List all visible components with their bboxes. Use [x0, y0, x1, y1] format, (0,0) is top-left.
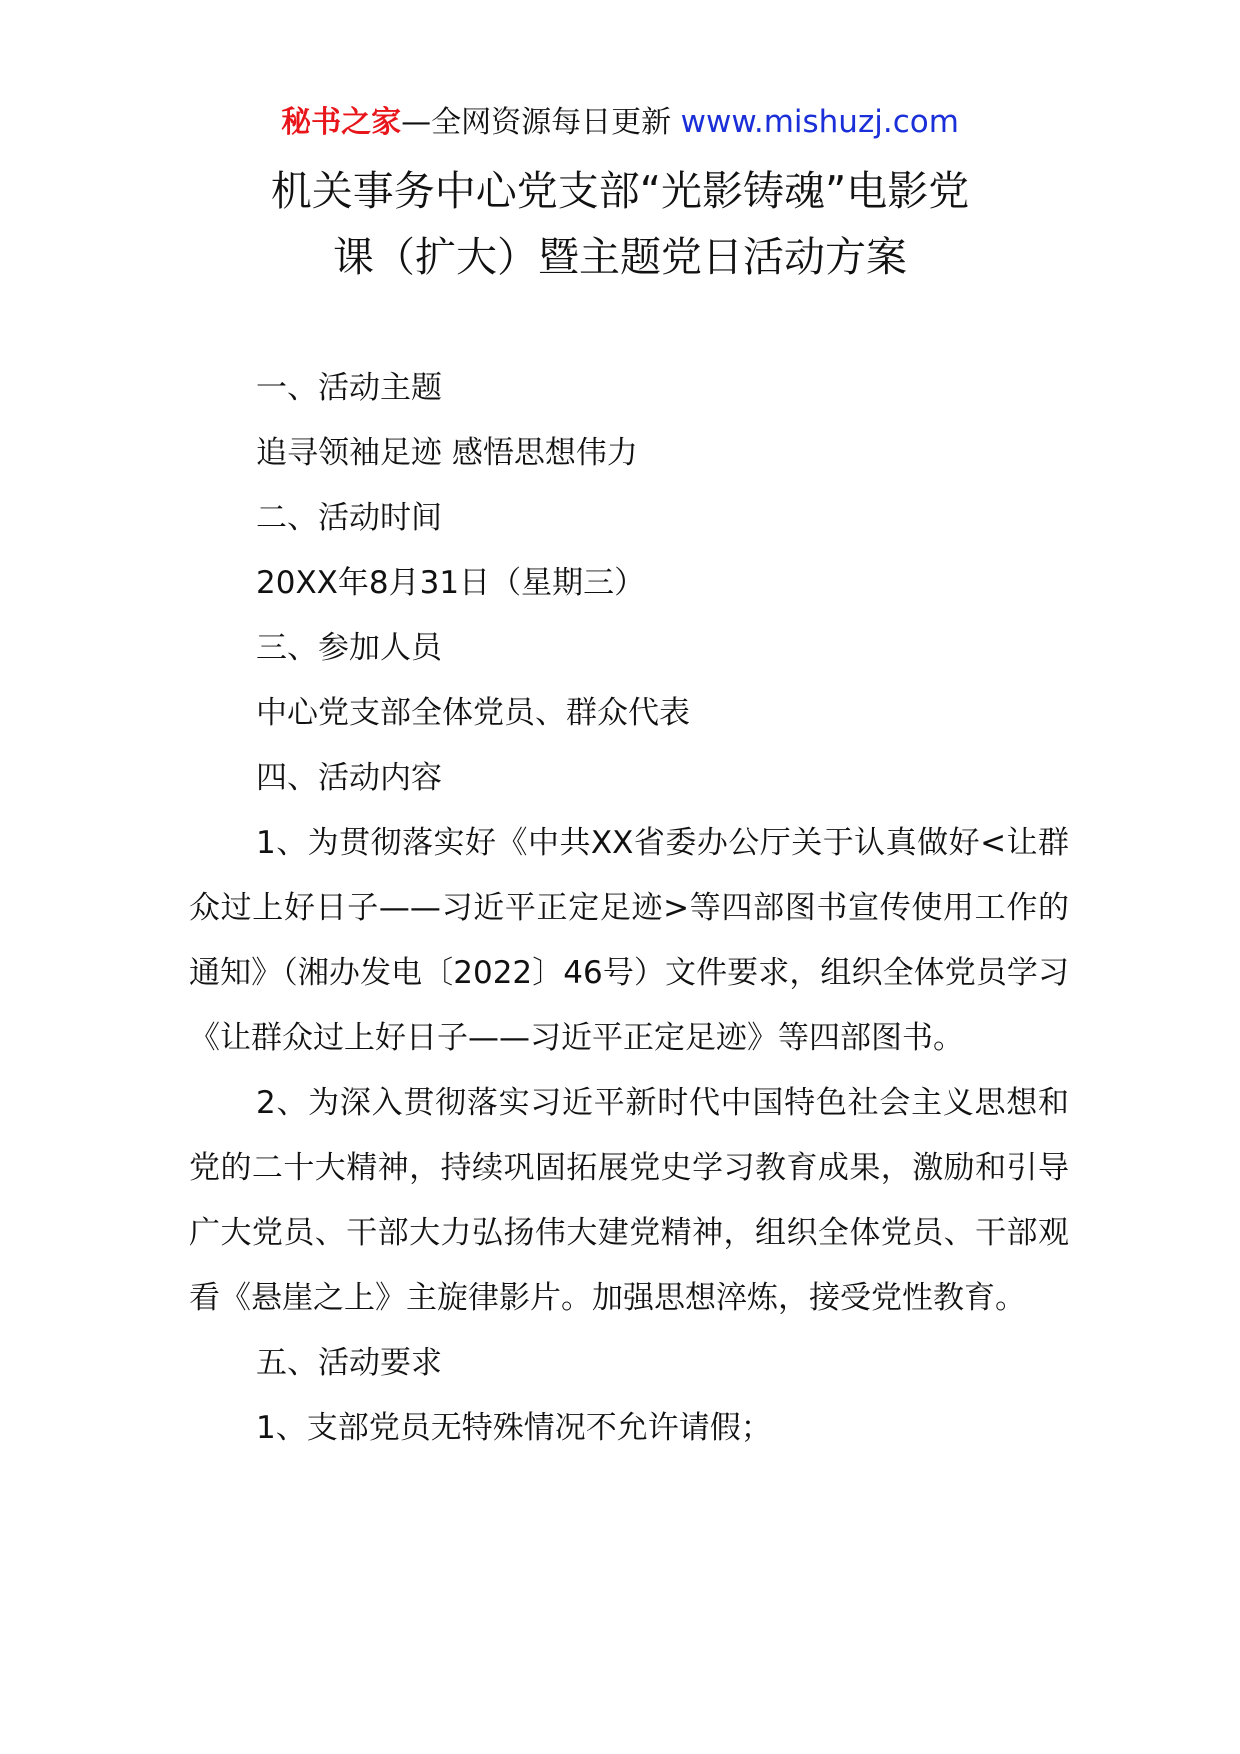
content-item-2: 2、为深入贯彻落实习近平新时代中国特色社会主义思想和党的二十大精神，持续巩固拓展党史学习教育成果，激励和引导广大党员、干部大力弘扬伟大建党精神，组织全体党员、干部观看《悬崖之上》主旋律影片。加强思想淬炼，接受党性教育。: [189, 1085, 1069, 1316]
site-banner: [0, 100, 1240, 145]
title-line-1: 机关事务中心党支部“光影铸魂”电影党: [270, 167, 970, 215]
title-line-2: 课（扩大）暨主题党日活动方案: [333, 233, 907, 281]
section-heading-theme: 一、活动主题: [256, 370, 442, 406]
requirement-item-1: 1、支部党员无特殊情况不允许请假；: [256, 1410, 772, 1446]
section-heading-requirements: 五、活动要求: [256, 1345, 442, 1381]
section-text-time: 20XX年8月31日（星期三）: [256, 565, 646, 601]
section-text-theme: 追寻领袖足迹 感悟思想伟力: [256, 435, 638, 471]
document-body: [189, 356, 1069, 1461]
document-title: [120, 158, 1120, 290]
site-name: 秘书之家: [281, 105, 402, 140]
site-url-link[interactable]: www.mishuzj.com: [680, 104, 959, 140]
content-item-1: 1、为贯彻落实好《中共XX省委办公厅关于认真做好<让群众过上好日子——习近平正定足迹>等四部图书宣传使用工作的通知》（湘办发电〔2022〕46号）文件要求，组织全体党员学习《让群众过上好日子——习近平正定足迹》等四部图书。: [189, 825, 1069, 1056]
section-text-participants: 中心党支部全体党员、群众代表: [256, 695, 690, 731]
section-heading-participants: 三、参加人员: [256, 630, 442, 666]
section-heading-content: 四、活动内容: [256, 760, 442, 796]
site-slogan: —全网资源每日更新: [401, 105, 672, 140]
section-heading-time: 二、活动时间: [256, 500, 442, 536]
